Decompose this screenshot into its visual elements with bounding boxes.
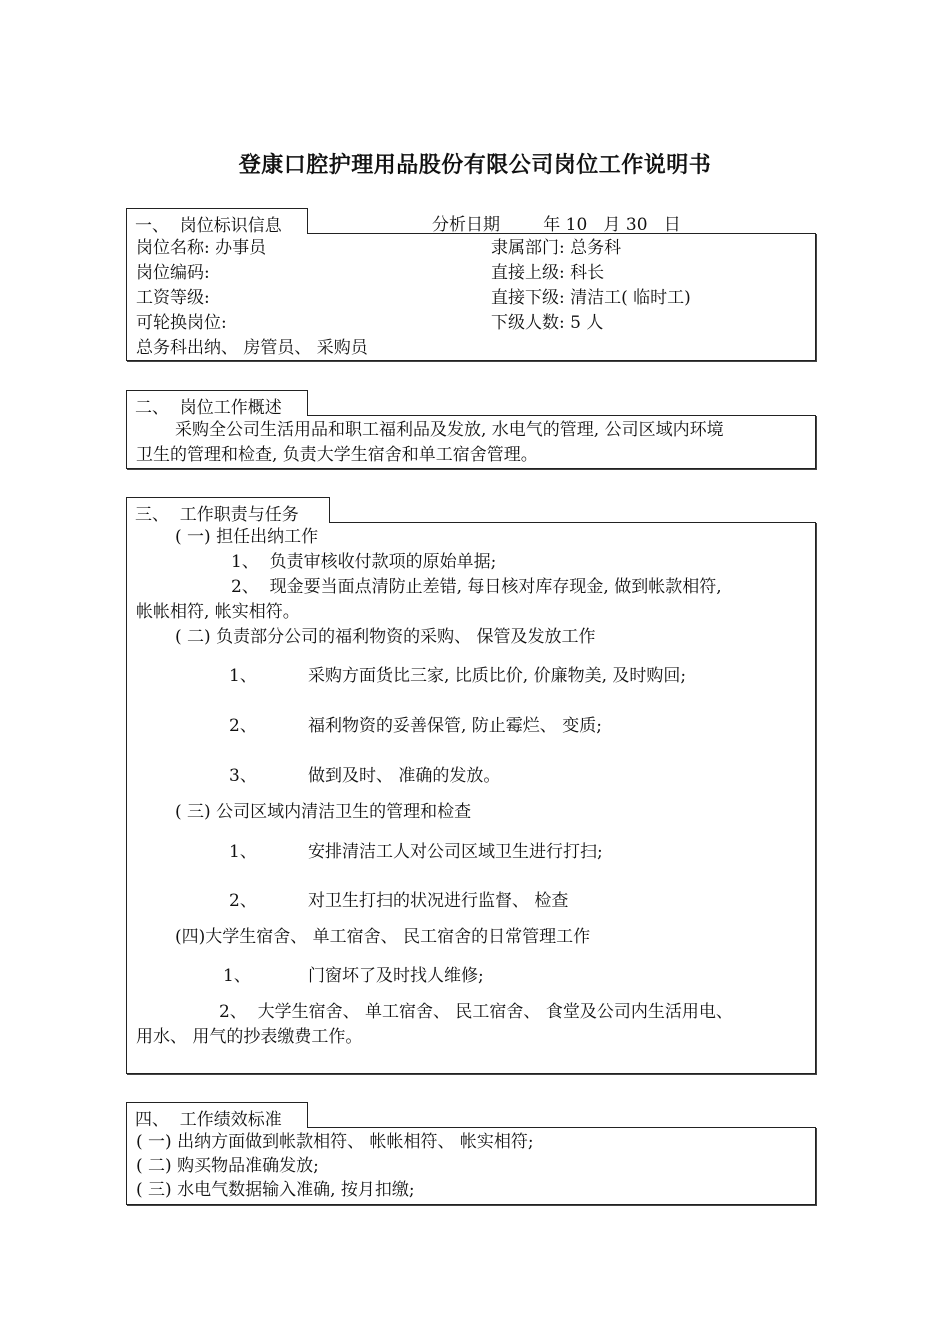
section2-header: 二、 岗位工作概述 [126,390,308,416]
duty-item: 福利物资的妥善保管, 防止霉烂、 变质; [308,716,602,736]
duty-item-number: 2、 [229,716,257,736]
rotatable-post-list: 总务科出纳、 房管员、 采购员 [136,338,368,358]
duty-item-number: 3、 [229,766,257,786]
section4-header: 四、 工作绩效标准 [126,1102,308,1128]
overview-line-2: 卫生的管理和检查, 负责大学生宿舍和单工宿舍管理。 [136,445,538,465]
section3-header: 三、 工作职责与任务 [126,497,330,523]
duty-group-1: ( 一) 担任出纳工作 [175,527,319,547]
post-code: 岗位编码: [136,263,210,283]
document-title: 登康口腔护理用品股份有限公司岗位工作说明书 [238,153,712,178]
duty-item-number: 1、 [223,966,251,986]
section1-box [126,233,816,361]
duty-item: 采购方面货比三家, 比质比价, 价廉物美, 及时购回; [308,666,687,686]
duty-item-continued: 帐帐相符, 帐实相符。 [136,602,300,622]
post-name: 岗位名称: 办事员 [136,238,267,258]
direct-superior: 直接上级: 科长 [491,263,605,283]
duty-item: 2、 大学生宿舍、 单工宿舍、 民工宿舍、 食堂及公司内生活用电、 [219,1002,733,1022]
section1-header: 一、 岗位标识信息 [126,208,308,234]
duty-group-2: ( 二) 负责部分公司的福利物资的采购、 保管及发放工作 [175,627,596,647]
analysis-date: 分析日期 年 10 月 30 日 [432,215,681,235]
direct-subordinate: 直接下级: 清洁工( 临时工) [491,288,691,308]
duty-item-continued: 用水、 用气的抄表缴费工作。 [136,1027,363,1047]
rotatable-post: 可轮换岗位: [136,313,227,333]
duty-item-number: 1、 [229,842,257,862]
salary-level: 工资等级: [136,288,210,308]
duty-item: 安排清洁工人对公司区域卫生进行打扫; [308,842,603,862]
department: 隶属部门: 总务科 [491,238,622,258]
section2-box [126,415,816,469]
duty-item: 2、 现金要当面点清防止差错, 每日核对库存现金, 做到帐款相符, [231,577,722,597]
duty-item-number: 1、 [229,666,257,686]
duty-item: 对卫生打扫的状况进行监督、 检查 [308,891,569,911]
section3-box [126,522,816,1074]
performance-standard-3: ( 三) 水电气数据输入准确, 按月扣缴; [136,1180,415,1200]
duty-item: 1、 负责审核收付款项的原始单据; [231,552,497,572]
performance-standard-2: ( 二) 购买物品准确发放; [136,1156,319,1176]
section4-box [126,1127,816,1205]
duty-group-3: ( 三) 公司区域内清洁卫生的管理和检查 [175,802,472,822]
duty-item: 做到及时、 准确的发放。 [308,766,501,786]
duty-group-4: (四)大学生宿舍、 单工宿舍、 民工宿舍的日常管理工作 [175,927,591,947]
overview-line-1: 采购全公司生活用品和职工福利品及发放, 水电气的管理, 公司区域内环境 [175,420,724,440]
duty-item-number: 2、 [229,891,257,911]
subordinate-count: 下级人数: 5 人 [491,313,604,333]
performance-standard-1: ( 一) 出纳方面做到帐款相符、 帐帐相符、 帐实相符; [136,1132,534,1152]
duty-item: 门窗坏了及时找人维修; [308,966,484,986]
